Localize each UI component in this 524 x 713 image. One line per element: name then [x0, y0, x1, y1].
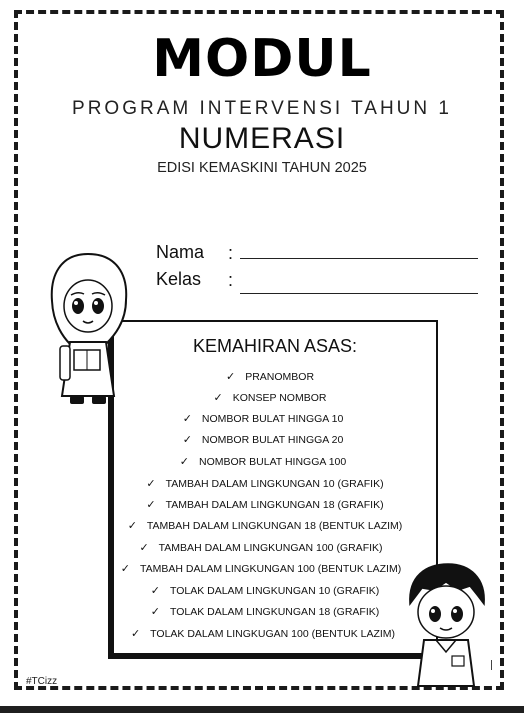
check-icon: ✓ — [213, 392, 223, 404]
check-icon: ✓ — [150, 585, 160, 597]
module-title: MODUL — [152, 29, 372, 89]
boy-student-illustration — [400, 560, 492, 690]
skill-item: ✓ PRANOMBOR — [225, 371, 315, 383]
skill-item: ✓ TAMBAH DALAM LINGKUNGAN 100 (GRAFIK) — [139, 542, 383, 554]
skill-item: ✓ NOMBOR BULAT HINGGA 20 — [182, 434, 344, 446]
skill-item: ✓ NOMBOR BULAT HINGGA 10 — [182, 413, 344, 425]
skills-heading: KEMAHIRAN ASAS: — [192, 336, 358, 356]
name-colon: : — [228, 243, 234, 263]
corner-tick-mark — [491, 660, 492, 670]
skill-item: ✓ TOLAK DALAM LINGKUGAN 100 (BENTUK LAZIM) — [130, 628, 396, 640]
check-icon: ✓ — [120, 563, 131, 575]
check-icon: ✓ — [139, 542, 149, 554]
check-icon: ✓ — [130, 628, 141, 640]
program-subtitle: PROGRAM INTERVENSI TAHUN 1 — [72, 98, 452, 119]
check-icon: ✓ — [179, 456, 189, 468]
girl-student-illustration — [40, 246, 136, 416]
subject-title: NUMERASI — [178, 122, 346, 155]
skill-item: ✓ NOMBOR BULAT HINGGA 100 — [179, 456, 347, 468]
skill-item: ✓ TOLAK DALAM LINGKUNGAN 18 (GRAFIK) — [150, 606, 380, 618]
skill-item: ✓ TOLAK DALAM LINGKUNGAN 10 (GRAFIK) — [150, 585, 380, 597]
skill-item: ✓ TAMBAH DALAM LINGKUNGAN 18 (GRAFIK) — [146, 499, 384, 511]
name-input-line[interactable] — [240, 258, 478, 259]
skill-item: ✓ KONSEP NOMBOR — [213, 392, 327, 404]
check-icon: ✓ — [150, 606, 160, 618]
check-icon: ✓ — [146, 478, 156, 490]
name-label: Nama — [156, 242, 205, 262]
check-icon: ✓ — [225, 371, 236, 383]
class-colon: : — [228, 270, 234, 290]
class-label: Kelas — [156, 269, 202, 289]
class-input-line[interactable] — [240, 293, 478, 294]
check-icon: ✓ — [127, 520, 137, 532]
credit-tag: #TCizz — [26, 676, 58, 687]
edition-text: EDISI KEMASKINI TAHUN 2025 — [157, 160, 367, 176]
check-icon: ✓ — [182, 413, 192, 425]
skill-item: ✓ TAMBAH DALAM LINGKUNGAN 18 (BENTUK LAZIM) — [127, 520, 403, 532]
skill-item: ✓ TAMBAH DALAM LINGKUNGAN 10 (GRAFIK) — [146, 478, 384, 490]
check-icon: ✓ — [146, 499, 156, 511]
check-icon: ✓ — [182, 434, 192, 446]
skill-item: ✓ TAMBAH DALAM LINGKUNGAN 100 (BENTUK LAZIM) — [120, 563, 402, 575]
bottom-bar — [0, 706, 524, 713]
